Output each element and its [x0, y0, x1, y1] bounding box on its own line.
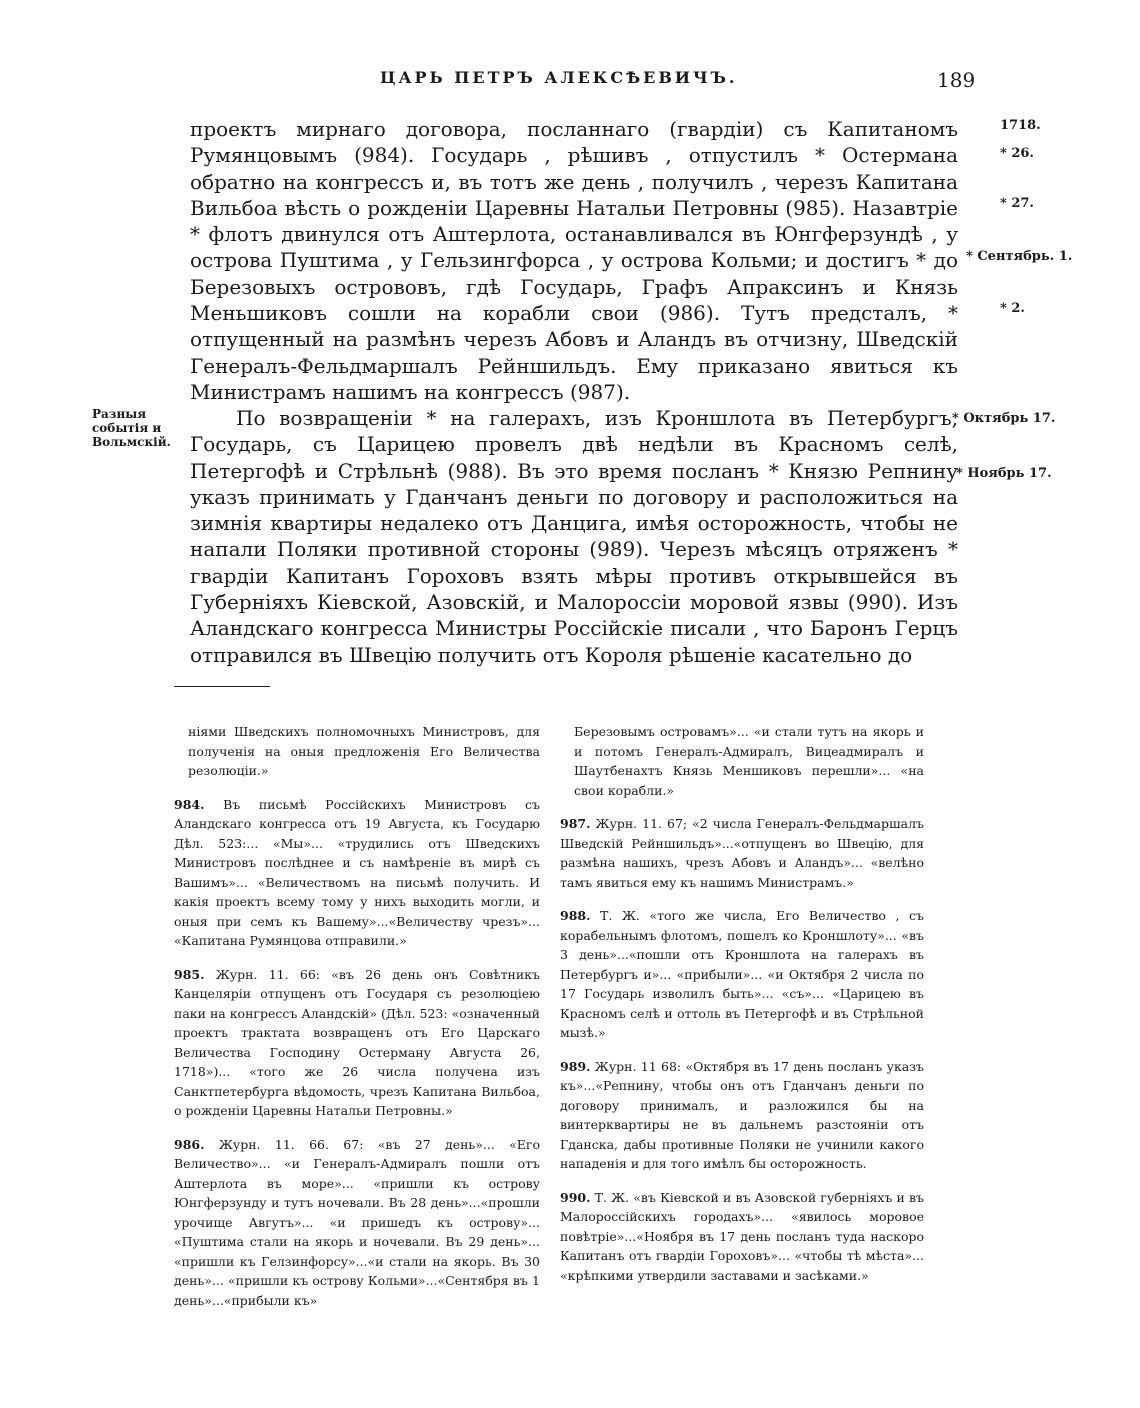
margin-date-sept-1: * Сентябрь. 1.	[966, 249, 1073, 264]
footnote-number: 985.	[174, 966, 205, 982]
margin-date-oct-17: * Октябрь 17.	[952, 411, 1056, 426]
footnote-text: Въ письмѣ Россійскихъ Министровъ съ Аландскаго конгресса отъ 19 Августа, къ Государю Дѣл. 523:... «Мы»... «трудились отъ Шведскихъ Министровъ послѣднее и съ намѣреніе въ мирѣ съ Вашимъ»... «Величествомъ на письмѣ получить. И какія проектъ всему тому у нихъ выходить могли, и оныя при семъ къ Вашему»...«Величеству чрезъ»... «Капитана Румянцова отправили.»	[174, 796, 540, 948]
footnote-984	[174, 795, 540, 951]
footnote-number: 986.	[174, 1136, 205, 1152]
paragraph-text: проектъ мирнаго договора, посланнаго (гвардіи) съ Капитаномъ Румянцовымъ (984). Государь , рѣшивъ , отпустилъ * Остермана обратно на конгрессъ и, въ тотъ же день , получилъ , черезъ Капитана Вильбоа вѣсть о рожденіи Царевны Натальи Петровны (985). Назавтріе * флотъ двинулся отъ Аштерлота, останавливался въ Юнгферзундѣ , у острова Пуштима , у Гельзингфорса , у острова Кольми; и достигъ * до Березовыхъ острововъ, гдѣ Государь, Графъ Апраксинъ и Князь Меньшиковъ сошли на корабли свои (986). Тутъ предсталъ, * отпущенный на размѣнъ черезъ Абовъ и Аландъ въ отчизну, Шведскій Генералъ-Фельдмаршалъ Рейншильдъ. Ему приказано явиться къ Министрамъ нашимъ на конгрессъ (987).	[190, 117, 958, 404]
footnote-continuation: Березовымъ островамъ»... «и стали тутъ на якорь и и потомъ Генералъ-Адмиралъ, Вицеадмиралъ и Шаутбенахтъ Князь Меншиковъ перешли»... «на свои корабли.»	[574, 724, 924, 798]
margin-date-26: * 26.	[1000, 146, 1034, 161]
footnote-988	[560, 906, 924, 1043]
footnote-text: Журн. 11 68: «Октября въ 17 день посланъ указъ къ»...«Репнину, чтобы онъ отъ Гданчанъ деньги по договору принималъ, и разложился бы на винтерквартиры не въ дальнемъ разстояніи отъ Гданска, дабы противные Поляки не учинили какого нападенія и для того имѣлъ бы осторожность.	[560, 1058, 924, 1171]
footnotes-left-column	[174, 722, 540, 1324]
margin-date-27: * 27.	[1000, 196, 1034, 211]
margin-date-nov-17: * Ноябрь 17.	[956, 466, 1052, 481]
footnote-text: Т. Ж. «того же числа, Его Величество , съ корабельнымъ флотомъ, пошелъ ко Кроншлоту»... «въ 3 день»...«пошли отъ Кроншлота на галерахъ въ Петербургъ и»... «прибыли»... «и Октября 2 числа по 17 Государь изволилъ быть»... «съ»... «Царицею въ Красномъ селѣ и оттоль въ Петергофѣ и въ Стрѣльной мызѣ.»	[560, 908, 924, 1040]
footnote-987	[560, 814, 924, 892]
footnote-text: Журн. 11. 67; «2 числа Генералъ-Фельдмаршалъ Шведскій Рейншильдъ»...«отпущенъ во Швецію, для размѣна нашихъ, чрезъ Абовъ и Аландъ»... «велѣно тамъ явиться ему къ нашимъ Министрамъ.»	[560, 816, 924, 890]
footnote-986	[174, 1135, 540, 1311]
main-paragraph-2	[190, 405, 958, 668]
paragraph-text: По возвращеніи * на галерахъ, изъ Кроншлота въ Петербургъ, Государь, съ Царицею провелъ двѣ недѣли въ Красномъ селѣ, Петергофѣ и Стрѣльнѣ (988). Въ это время посланъ * Князю Репнину указъ принимать у Гданчанъ деньги по договору и расположиться на зимнія квартиры недалеко отъ Данцига, имѣя осторожность, чтобы не напали Поляки противной стороны (989). Черезъ мѣсяцъ отряженъ * гвардіи Капитанъ Гороховъ взять мѣры противъ открывшейся въ Губерніяхъ Кіевской, Азовскій, и Малороссіи моровой язвы (990). Изъ Аландскаго конгресса Министры Россійскіе писали , что Баронъ Герцъ отправился въ Швецію получить отъ Короля рѣшеніе касательно до	[190, 406, 958, 667]
footnotes-right-column	[560, 722, 924, 1299]
main-paragraph-1	[190, 116, 958, 405]
footnote-text: Журн. 11. 66. 67: «въ 27 день»... «Его Величество»... «и Генералъ-Адмиралъ пошли отъ Аштерлота въ море»... «пришли къ острову Юнгферзунду и тутъ ночевали. Въ 28 день»...«прошли урочище Авгутъ»... «и пришедъ къ острову»... «Пуштима стали на якорь и ночевали. Въ 29 день»... «пришли къ Гелзинфорсу»...«и стали на якорь. Въ 30 день»... «пришли къ острову Кольми»...«Сентября въ 1 день»...«прибыли къ»	[174, 1136, 540, 1308]
footnote-number: 988.	[560, 908, 591, 923]
margin-date-year: 1718.	[1000, 118, 1041, 133]
footnote-number: 984.	[174, 796, 205, 812]
margin-date-2: * 2.	[1000, 301, 1025, 316]
footnote-text: Т. Ж. «въ Кіевской и въ Азовской губерніяхъ и въ Малороссійскихъ городахъ»... «явилось моровое повѣтріе»...«Ноября въ 17 день посланъ туда наскоро Капитанъ отъ гвардіи Гороховъ»... «чтобы тѣ мѣста»... «крѣпкими утвердили заставами и засѣками.»	[560, 1189, 924, 1283]
footnote-number: 989.	[560, 1058, 591, 1074]
page-number: 189	[937, 68, 976, 92]
footnote-990	[560, 1188, 924, 1286]
footnote-text: Журн. 11. 66: «въ 26 день онъ Совѣтникъ Канцеляріи отпущенъ отъ Государя съ резолюціею паки на конгрессъ Аландскій» (Дѣл. 523: «означенный проектъ трактата возвращенъ отъ Его Царскаго Величества Господину Остерману Августа 26, 1718»)... «того же 26 числа получена изъ Санктпетербурга вѣдомость, чрезъ Капитана Вильбоа, о рожденіи Царевны Натальи Петровны.»	[174, 966, 540, 1118]
footnote-number: 987.	[560, 816, 591, 831]
footnote-number: 990.	[560, 1189, 591, 1205]
side-note: Разныя событія и Вольмскій.	[92, 407, 171, 449]
footnote-989	[560, 1057, 924, 1174]
running-title: ЦАРЬ ПЕТРЪ АЛЕКСѢЕВИЧЪ.	[380, 68, 738, 87]
footnote-985	[174, 965, 540, 1121]
footnote-continuation: ніями Шведскихъ полномочныхъ Министровъ, для полученія на оныя предложенія Его Величества резолюціи.»	[188, 724, 540, 778]
footnote-separator	[174, 686, 270, 687]
